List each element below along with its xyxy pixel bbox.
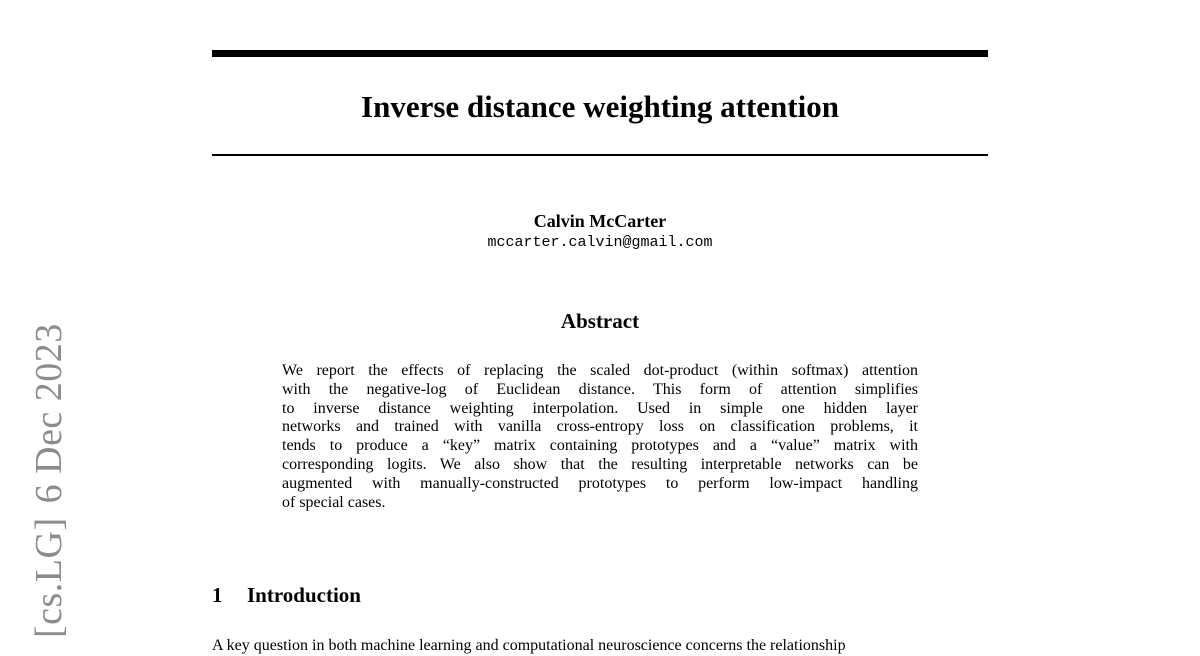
abstract-line: to inverse distance weighting interpolation. Used in simple one hidden layer: [282, 399, 918, 417]
author-name: Calvin McCarter: [533, 211, 667, 231]
title-top-rule: [212, 50, 988, 57]
abstract-body: [282, 362, 918, 512]
author-email: mccarter.calvin@gmail.com: [487, 234, 713, 251]
arxiv-date: 6 Dec 2023: [28, 323, 70, 504]
intro-first-line: A key question in both machine learning and computational neuroscience concerns the relationship: [212, 637, 846, 654]
section-heading: [212, 582, 361, 608]
abstract-line: tends to produce a “key” matrix containing prototypes and a “value” matrix with: [282, 437, 918, 455]
abstract-heading: Abstract: [560, 309, 640, 333]
title-bottom-rule: [212, 154, 988, 156]
arxiv-identifier-stamp: [27, 323, 71, 638]
paper-title: Inverse distance weighting attention: [361, 89, 839, 124]
section-title: Introduction: [247, 583, 361, 607]
abstract-line: with the negative-log of Euclidean distance. This form of attention simplifies: [282, 380, 918, 398]
abstract-line: corresponding logits. We also show that the resulting interpretable networks can be: [282, 455, 918, 473]
arxiv-category: [cs.LG]: [28, 517, 70, 638]
abstract-line: of special cases.: [282, 493, 386, 511]
section-number: 1: [212, 583, 223, 607]
abstract-line: networks and trained with vanilla cross-entropy loss on classification problems, it: [282, 418, 918, 436]
abstract-line: augmented with manually-constructed prototypes to perform low-impact handling: [282, 474, 918, 492]
abstract-line: We report the effects of replacing the scaled dot-product (within softmax) attention: [282, 362, 918, 379]
